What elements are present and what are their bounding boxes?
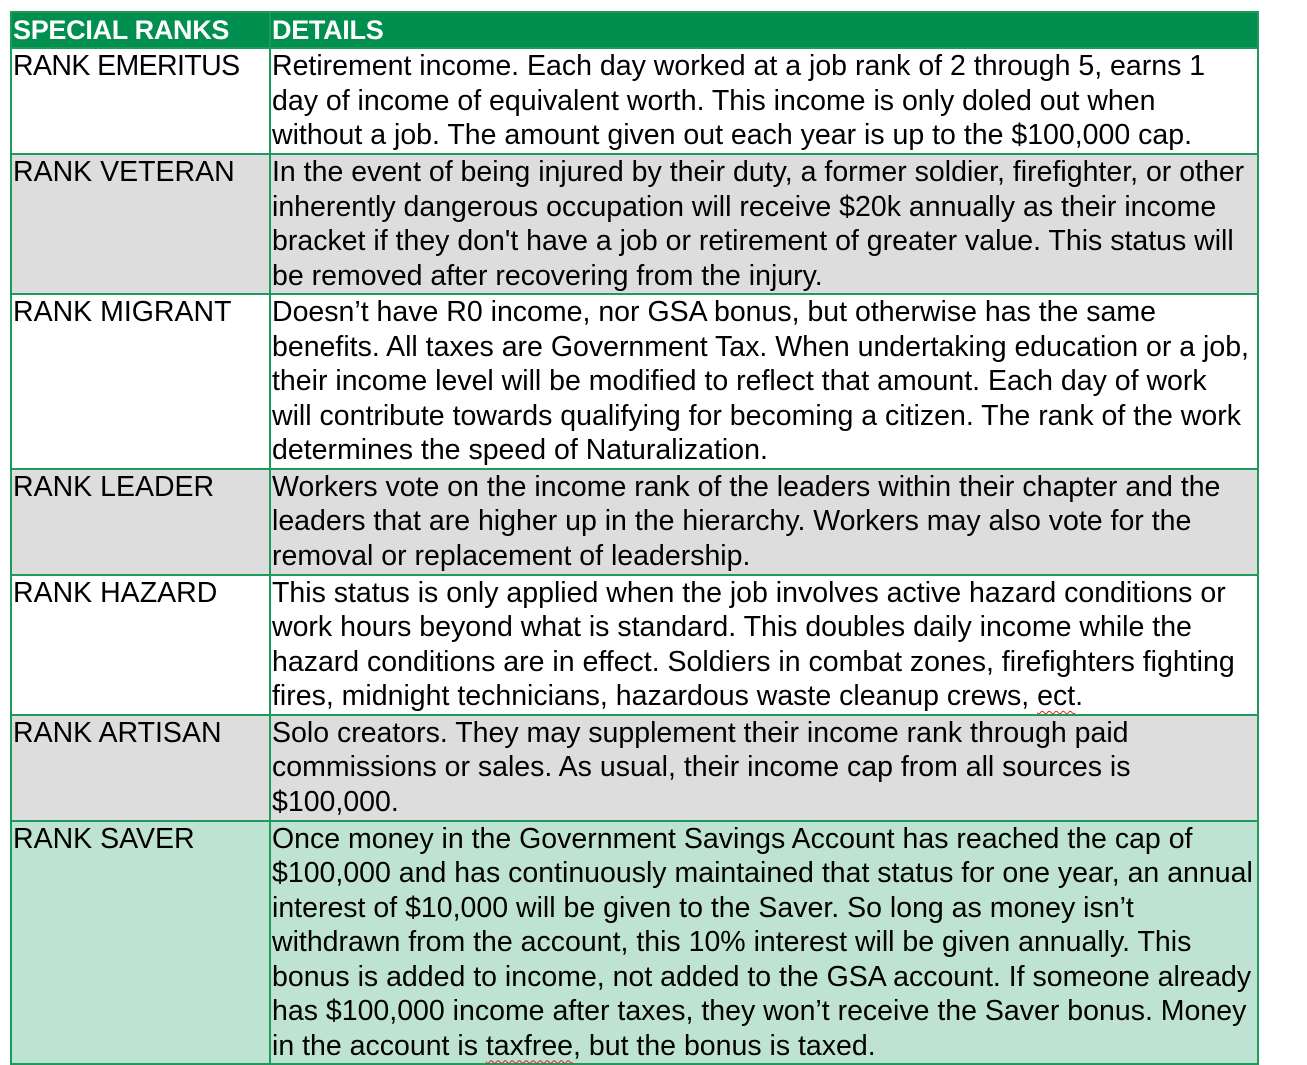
details-text: , but the bonus is taxed.	[573, 1029, 876, 1062]
rank-details-cell[interactable]: In the event of being injured by their duty, a former soldier, firefighter, or other inherently dangerous occupation will receive $20k annually as their income bracket if they don't have a job or retirement of greater value. This status will be removed after recovering from the injury.	[270, 154, 1258, 294]
header-special-ranks[interactable]: SPECIAL RANKS	[11, 12, 270, 48]
details-text: .	[1075, 680, 1084, 712]
rank-name-cell[interactable]: RANK VETERAN	[11, 154, 270, 294]
table-row	[11, 821, 1258, 1065]
rank-name-cell[interactable]: RANK MIGRANT	[11, 294, 270, 469]
rank-name-cell[interactable]: RANK ARTISAN	[11, 715, 270, 821]
table-row	[11, 715, 1258, 821]
spellcheck-flagged-word[interactable]: taxfree	[485, 1029, 574, 1062]
rank-name-cell[interactable]: RANK SAVER	[11, 821, 270, 1065]
table-row	[11, 294, 1258, 469]
rank-details-cell[interactable]	[270, 575, 1258, 715]
rank-details-cell[interactable]: Doesn’t have R0 income, nor GSA bonus, but otherwise has the same benefits. All taxes are Government Tax. When undertaking education or a job, their income level will be modified to reflect that amount. Each day of work will contribute towards qualifying for becoming a citizen. The rank of the work determines the speed of Naturalization.	[270, 294, 1258, 469]
rank-name-cell[interactable]: RANK HAZARD	[11, 575, 270, 715]
table-header-row	[11, 12, 1258, 48]
rank-name-cell[interactable]: RANK LEADER	[11, 469, 270, 575]
rank-details-cell[interactable]: Solo creators. They may supplement their income rank through paid commissions or sales. As usual, their income cap from all sources is $100,000.	[270, 715, 1258, 821]
details-text: Once money in the Government Savings Account has reached the cap of $100,000 and has continuously maintained that status for one year, an annual interest of $10,000 will be given to the Saver. So long as money isn’t withdrawn from the account, this 10% interest will be given annually. This bonus is added to income, not added to the GSA account. If someone already has $100,000 income after taxes, they won’t receive the Saver bonus. Money in the account is	[272, 822, 1253, 1062]
rank-details-cell[interactable]: Workers vote on the income rank of the leaders within their chapter and the leaders that are higher up in the hierarchy. Workers may also vote for the removal or replacement of leadership.	[270, 469, 1258, 575]
table-row	[11, 154, 1258, 294]
special-ranks-table	[10, 11, 1259, 1065]
rank-name-cell[interactable]: RANK EMERITUS	[11, 48, 270, 154]
table-row	[11, 575, 1258, 715]
rank-details-cell[interactable]	[270, 821, 1258, 1065]
table-row	[11, 48, 1258, 154]
rank-details-cell[interactable]: Retirement income. Each day worked at a job rank of 2 through 5, earns 1 day of income of equivalent worth. This income is only doled out when without a job. The amount given out each year is up to the $100,000 cap.	[270, 48, 1258, 154]
details-text: This status is only applied when the job involves active hazard conditions or work hours beyond what is standard. This doubles daily income while the hazard conditions are in effect. Soldiers in combat zones, firefighters fighting fires, midnight technicians, hazardous waste cleanup crews,	[272, 576, 1235, 712]
header-details[interactable]: DETAILS	[270, 12, 1258, 48]
spellcheck-flagged-word[interactable]: ect	[1037, 680, 1076, 712]
table-row	[11, 469, 1258, 575]
